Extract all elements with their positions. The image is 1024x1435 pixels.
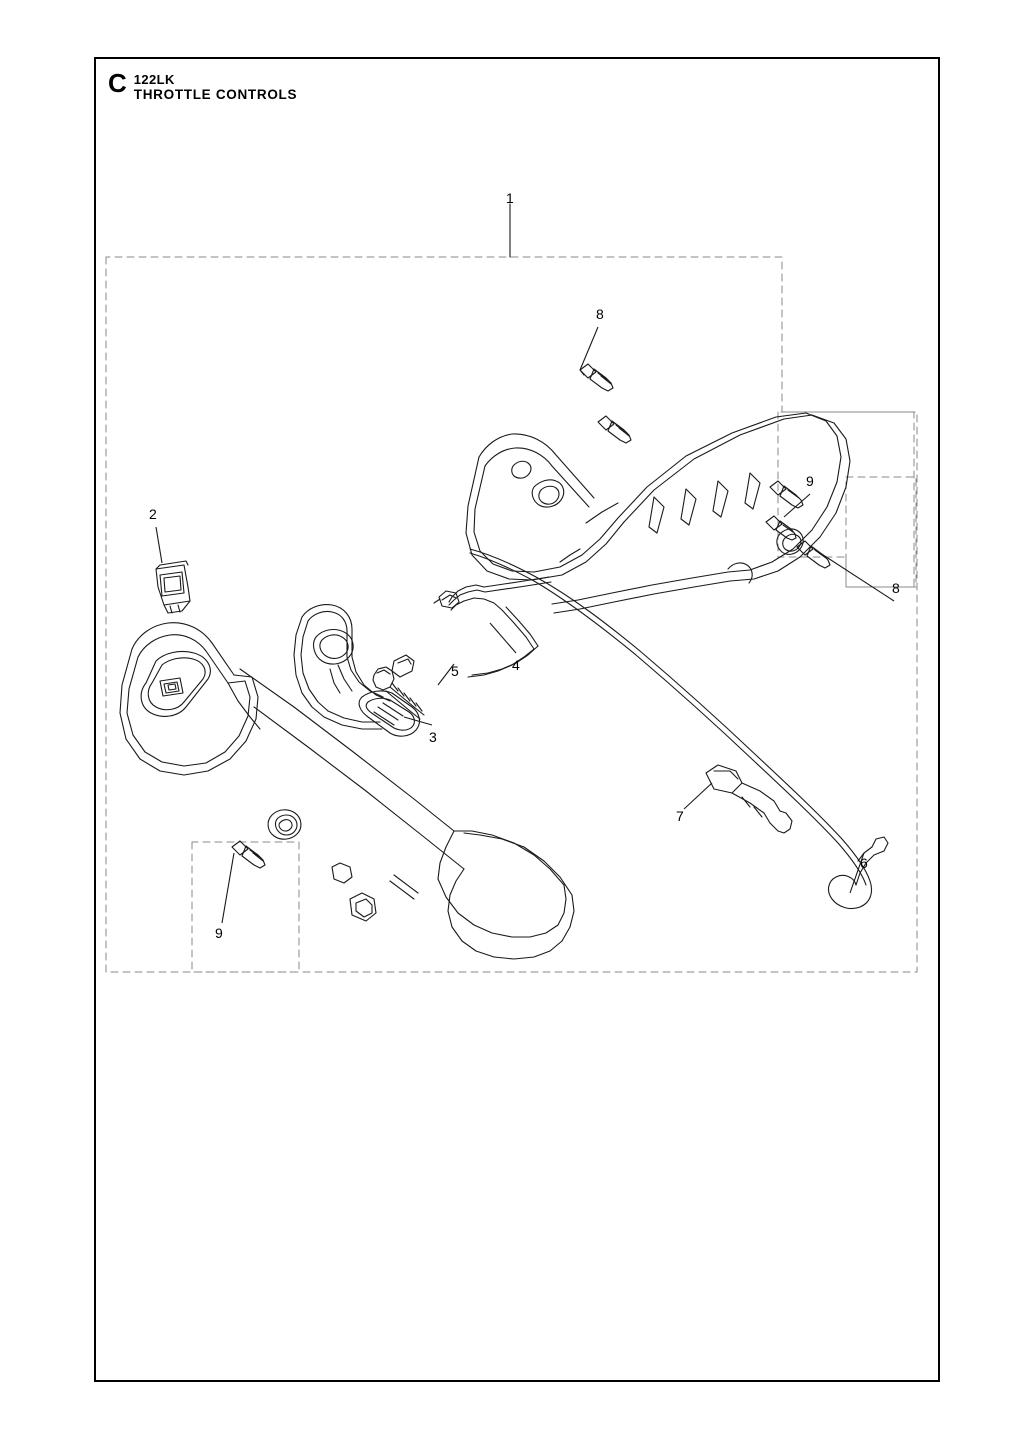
- callout-9a: 9: [806, 473, 814, 489]
- diagram-artwork: [94, 57, 940, 1382]
- callout-4: 4: [512, 657, 520, 673]
- group-box-main-lower: [294, 617, 917, 972]
- callout-9b: 9: [215, 925, 223, 941]
- part-4-throttle-wire: [434, 577, 551, 677]
- callout-3: 3: [429, 729, 437, 745]
- part-2-stop-switch: [156, 561, 190, 613]
- part-4-wire-clip: [392, 655, 414, 677]
- callout-2: 2: [149, 506, 157, 522]
- part-8-screw-upper-2: [598, 416, 631, 443]
- section-title: THROTTLE CONTROLS: [133, 87, 298, 102]
- group-box-9-lower: [192, 842, 299, 972]
- callout-8b: 8: [892, 580, 900, 596]
- part-8-screw-upper: [580, 364, 613, 391]
- group-box-8-right: [846, 477, 916, 587]
- part-8-screw-right-1: [770, 481, 803, 508]
- section-letter: C: [108, 68, 127, 98]
- callout-1: 1: [506, 190, 514, 206]
- part-3-throttle-trigger: [294, 605, 419, 737]
- group-box-assembly-1: [106, 257, 917, 972]
- callout-7: 7: [676, 808, 684, 824]
- part-9-screw-lower: [232, 841, 265, 868]
- part-1-upper-housing: [466, 413, 850, 613]
- part-9-screw-right: [766, 516, 796, 540]
- exploded-view-diagram: [94, 57, 940, 1382]
- callout-5: 5: [451, 663, 459, 679]
- callout-6: 6: [860, 855, 868, 871]
- part-1-lower-handle-body: [120, 623, 574, 959]
- model-code: 122LK: [133, 72, 175, 87]
- callout-8a: 8: [596, 306, 604, 322]
- part-7-connectors: [706, 765, 792, 833]
